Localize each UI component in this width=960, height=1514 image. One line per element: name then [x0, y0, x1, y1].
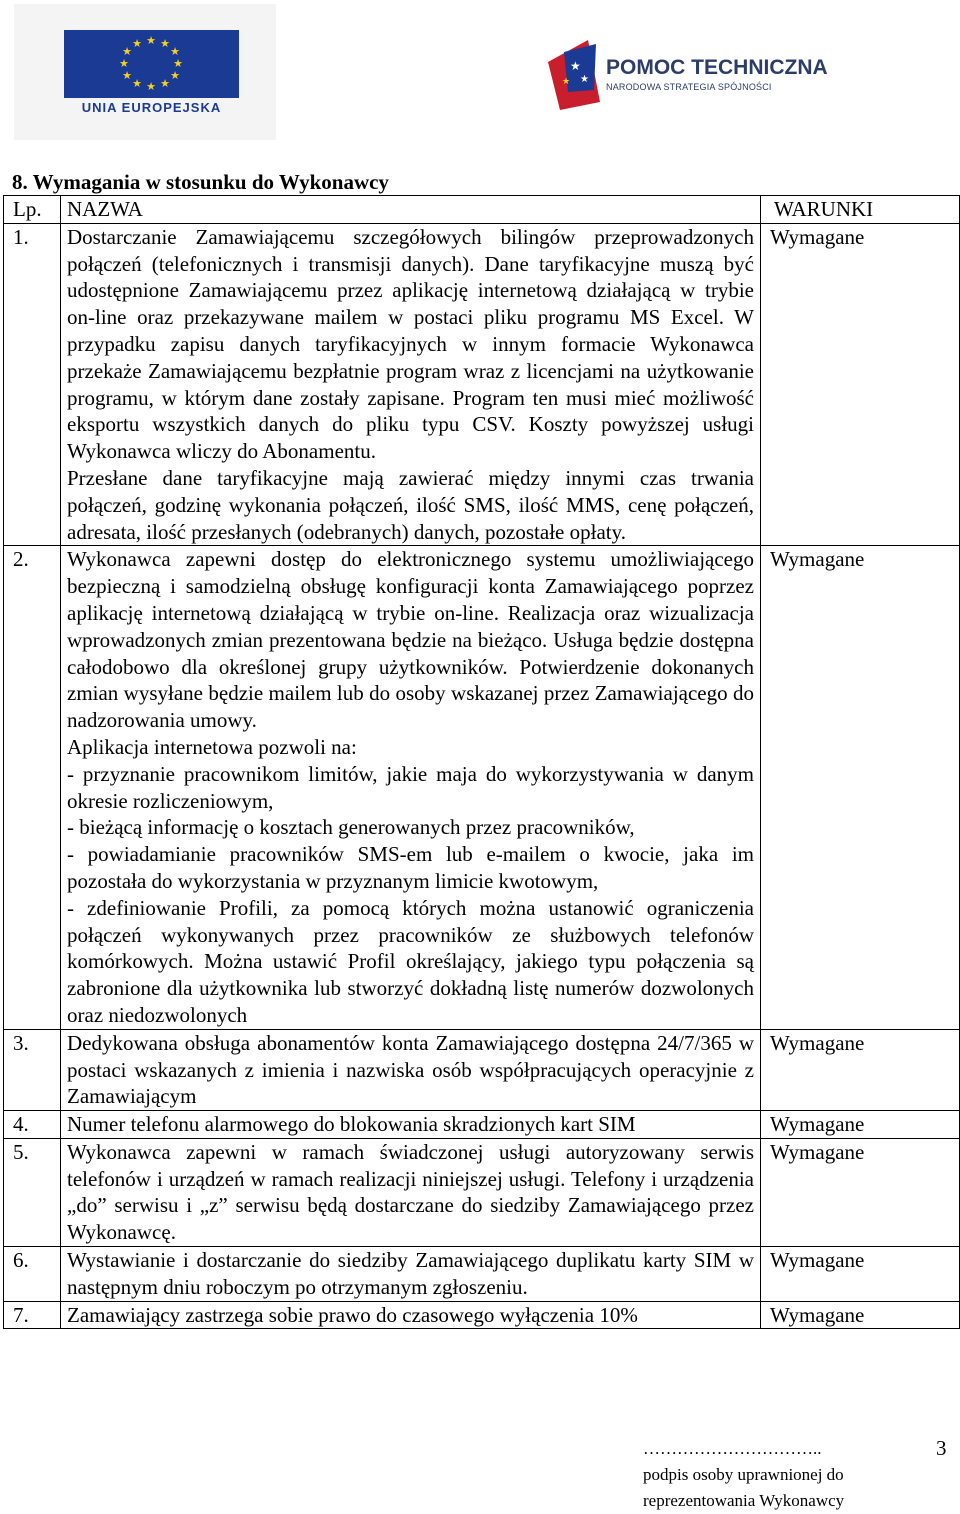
- row-description: [61, 1138, 761, 1246]
- svg-text:★: ★: [146, 80, 156, 93]
- header-lp: Lp.: [4, 196, 61, 224]
- row-number: 4.: [4, 1111, 61, 1139]
- svg-text:★: ★: [160, 37, 170, 50]
- eu-caption: UNIA EUROPEJSKA: [81, 100, 222, 115]
- table-row: [4, 546, 960, 1029]
- row-number: 5.: [4, 1138, 61, 1246]
- header-logos: [0, 0, 960, 150]
- header-conditions: WARUNKI: [761, 196, 960, 224]
- pomoc-techniczna-title: POMOC TECHNICZNA: [606, 56, 828, 79]
- row-condition: Wymagane: [761, 546, 960, 1029]
- row-number: 3.: [4, 1029, 61, 1110]
- description-paragraph: Przesłane dane taryfikacyjne mają zawierać między innymi czas trwania połączeń, godzinę wykonania połączeń, ilość SMS, ilość MMS, cenę połączeń, adresata, ilość przesłanych (odebranych) danych, pozostałe opłaty.: [67, 465, 754, 544]
- svg-text:★: ★: [570, 59, 581, 73]
- row-number: 2.: [4, 546, 61, 1029]
- description-paragraph: Aplikacja internetowa pozwoli na:: [67, 734, 357, 759]
- description-paragraph: Wystawianie i dostarczanie do siedziby Zamawiającego duplikatu karty SIM w następnym dniu roboczym po otrzymanym zgłoszeniu.: [67, 1248, 754, 1299]
- description-paragraph: Wykonawca zapewni w ramach świadczonej usługi autoryzowany serwis telefonów i urządzeń w ramach realizacji niniejszej usługi. Telefony i urządzenia „do” serwisu i „z” serwisu będą dostarczane do siedziby Zamawiającego przez Wykonawcę.: [67, 1139, 754, 1245]
- row-description: [61, 1029, 761, 1110]
- row-number: 7.: [4, 1301, 61, 1329]
- svg-text:★: ★: [173, 57, 183, 70]
- table-row: [4, 223, 960, 546]
- page-number: 3: [936, 1436, 947, 1460]
- description-paragraph: - powiadamianie pracowników SMS-em lub e-mailem o kwocie, jaka im pozostała do wykorzystania w przyznanym limicie kwotowym,: [67, 842, 754, 893]
- eu-flag-icon: [64, 30, 239, 98]
- description-paragraph: Zamawiający zastrzega sobie prawo do czasowego wyłączenia 10%: [67, 1302, 638, 1327]
- header-name: NAZWA: [61, 196, 761, 224]
- table-row: [4, 1138, 960, 1246]
- signature-line-1: podpis osoby uprawnionej do: [643, 1465, 844, 1484]
- svg-text:★: ★: [562, 77, 571, 87]
- row-condition: Wymagane: [761, 1138, 960, 1246]
- table-row: [4, 1029, 960, 1110]
- svg-text:★: ★: [122, 45, 132, 58]
- row-condition: Wymagane: [761, 1247, 960, 1302]
- description-paragraph: Dostarczanie Zamawiającemu szczegółowych bilingów przeprowadzonych połączeń (telefonicznych i transmisji danych). Dane taryfikacyjne muszą być udostępnione Zamawiającemu przez aplikację internetową działającą w trybie on-line oraz przekazywane mailem w postaci pliku programu MS Excel. W przypadku zapisu danych taryfikacyjnych w innym formacie Wykonawca przekaże Zamawiającemu bezpłatnie program wraz z licencjami na użytkowanie programu, w którym dane zostały zapisane. Program ten musi mieć możliwość eksportu wszystkich danych do pliku typu CSV. Koszty powyższej usługi Wykonawca wliczy do Abonamentu.: [67, 224, 754, 464]
- description-paragraph: - bieżącą informację o kosztach generowanych przez pracowników,: [67, 815, 635, 840]
- row-description: [61, 223, 761, 546]
- description-paragraph: - przyznanie pracownikom limitów, jakie maja do wykorzystywania w danym okresie rozliczeniowym,: [67, 761, 754, 813]
- description-paragraph: Dedykowana obsługa abonamentów konta Zamawiającego dostępna 24/7/365 w postaci wskazanych z imienia i nazwiska osób współpracujących operacyjnie z Zamawiającym: [67, 1030, 754, 1109]
- row-condition: Wymagane: [761, 1301, 960, 1329]
- svg-text:★: ★: [160, 77, 170, 90]
- row-description: [61, 1247, 761, 1302]
- svg-text:★: ★: [146, 34, 156, 47]
- svg-text:★: ★: [170, 69, 180, 82]
- signature-line-2: reprezentowania Wykonawcy: [643, 1491, 845, 1510]
- svg-text:★: ★: [170, 45, 180, 58]
- svg-text:★: ★: [132, 77, 142, 90]
- section-title: 8. Wymagania w stosunku do Wykonawcy: [12, 170, 389, 194]
- row-description: [61, 1111, 761, 1139]
- row-condition: Wymagane: [761, 223, 960, 546]
- pomoc-techniczna-subtitle: NARODOWA STRATEGIA SPÓJNOŚCI: [606, 82, 772, 92]
- table-header-row: [4, 196, 960, 224]
- row-description: [61, 1301, 761, 1329]
- description-paragraph: - zdefiniowanie Profili, za pomocą których można ustanowić ograniczenia połączeń wykonywanych przez pracowników ze służbowych telefonów komórkowych. Można ustawić Profil określający, jakiego typu połączenia są zabronione dla użytkownika lub stworzyć dokładną listę numerów dozwolonych oraz niedozwolonych: [67, 895, 754, 1027]
- row-description: [61, 546, 761, 1029]
- table-row: [4, 1301, 960, 1329]
- row-number: 6.: [4, 1247, 61, 1302]
- description-paragraph: Wykonawca zapewni dostęp do elektronicznego systemu umożliwiającego bezpieczną i samodzielną obsługę konfiguracji konta Zamawiającego poprzez aplikację internetową działającą w trybie on-line. Realizacja oraz wizualizacja wprowadzonych zmian prezentowana będzie na bieżąco. Usługa będzie dostępna całodobowo dla określonej grupy użytkowników. Potwierdzenie dokonanych zmian wysyłane będzie mailem lub do osoby wskazanej przez Zamawiającego do nadzorowania umowy.: [67, 547, 754, 733]
- table-row: [4, 1247, 960, 1302]
- description-paragraph: Numer telefonu alarmowego do blokowania skradzionych kart SIM: [67, 1112, 636, 1137]
- svg-text:★: ★: [119, 57, 129, 70]
- svg-text:★: ★: [132, 37, 142, 50]
- row-number: 1.: [4, 223, 61, 546]
- signature-dots: …………………………..: [643, 1439, 822, 1458]
- signature-block: [643, 1436, 844, 1514]
- svg-text:★: ★: [122, 69, 132, 82]
- requirements-table: [3, 195, 960, 1329]
- table-row: [4, 1111, 960, 1139]
- row-condition: Wymagane: [761, 1029, 960, 1110]
- svg-text:★: ★: [580, 74, 589, 85]
- row-condition: Wymagane: [761, 1111, 960, 1139]
- eu-logo: [14, 4, 276, 140]
